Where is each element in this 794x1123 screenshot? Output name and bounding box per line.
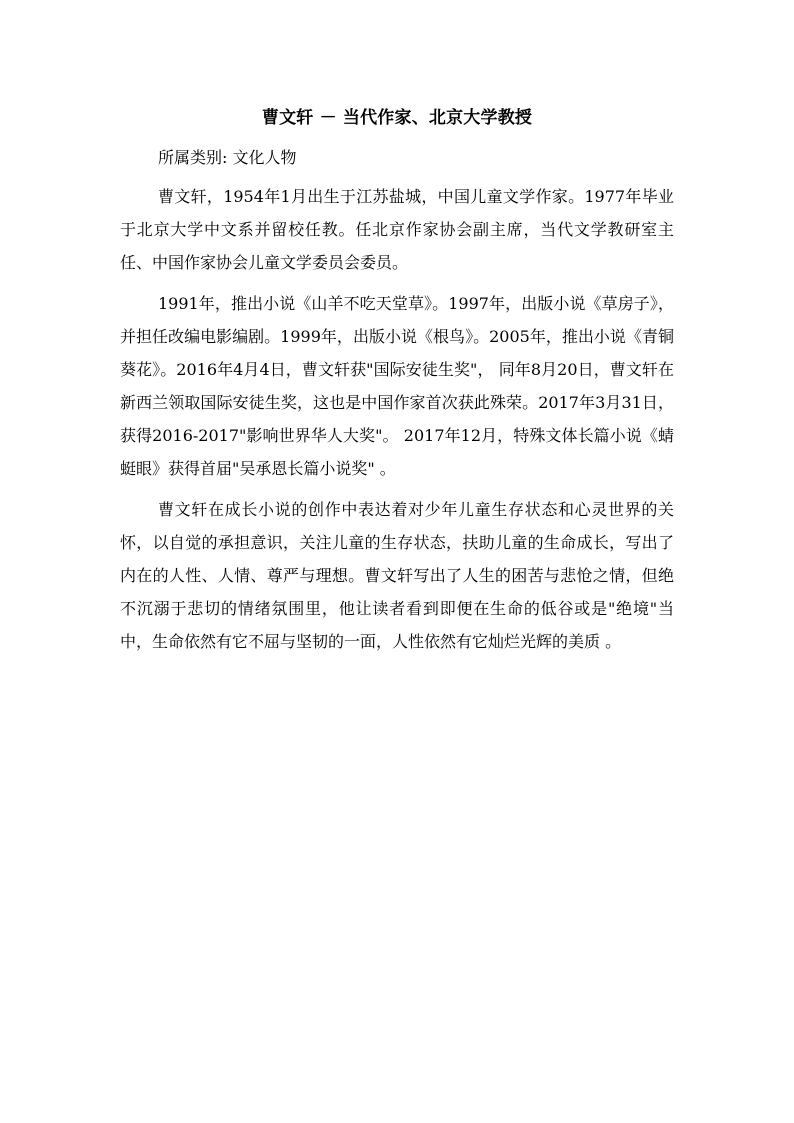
- document-title: 曹文轩 － 当代作家、北京大学教授: [261, 108, 533, 128]
- document-body: [120, 104, 674, 658]
- paragraph-works-awards: 1991年，推出小说《山羊不吃天堂草》。1997年，出版小说《草房子》，并担任改编电影编剧。1999年，出版小说《根鸟》。2005年，推出小说《青铜葵花》。2016年4月4日，曹文轩获"国际安徒生奖"， 同年8月20日，曹文轩在新西兰领取国际安徒生奖，这也是中国作家首次获此殊荣。2017年3月31日，获得2016-2017"影响世界华人大奖"。 2017年12月，特殊文体长篇小说《蜻蜓眼》获得首届"吴承恩长篇小说奖" 。: [120, 294, 674, 478]
- paragraph-biography: 曹文轩，1954年1月出生于江苏盐城，中国儿童文学作家。1977年毕业于北京大学中文系并留校任教。任北京作家协会副主席，当代文学教研室主任、中国作家协会儿童文学委员会委员。: [120, 187, 674, 272]
- paragraph-literary-themes: 曹文轩在成长小说的创作中表达着对少年儿童生存状态和心灵世界的关怀，以自觉的承担意识，关注儿童的生存状态，扶助儿童的生命成长，写出了内在的人性、人情、尊严与理想。曹文轩写出了人生的困苦与悲怆之情，但绝不沉溺于悲切的情绪氛围里，他让读者看到即便在生命的低谷或是"绝境"当中，生命依然有它不屈与坚韧的一面，人性依然有它灿烂光辉的美质 。: [120, 500, 674, 651]
- category-line: 所属类别: 文化人物: [158, 148, 297, 167]
